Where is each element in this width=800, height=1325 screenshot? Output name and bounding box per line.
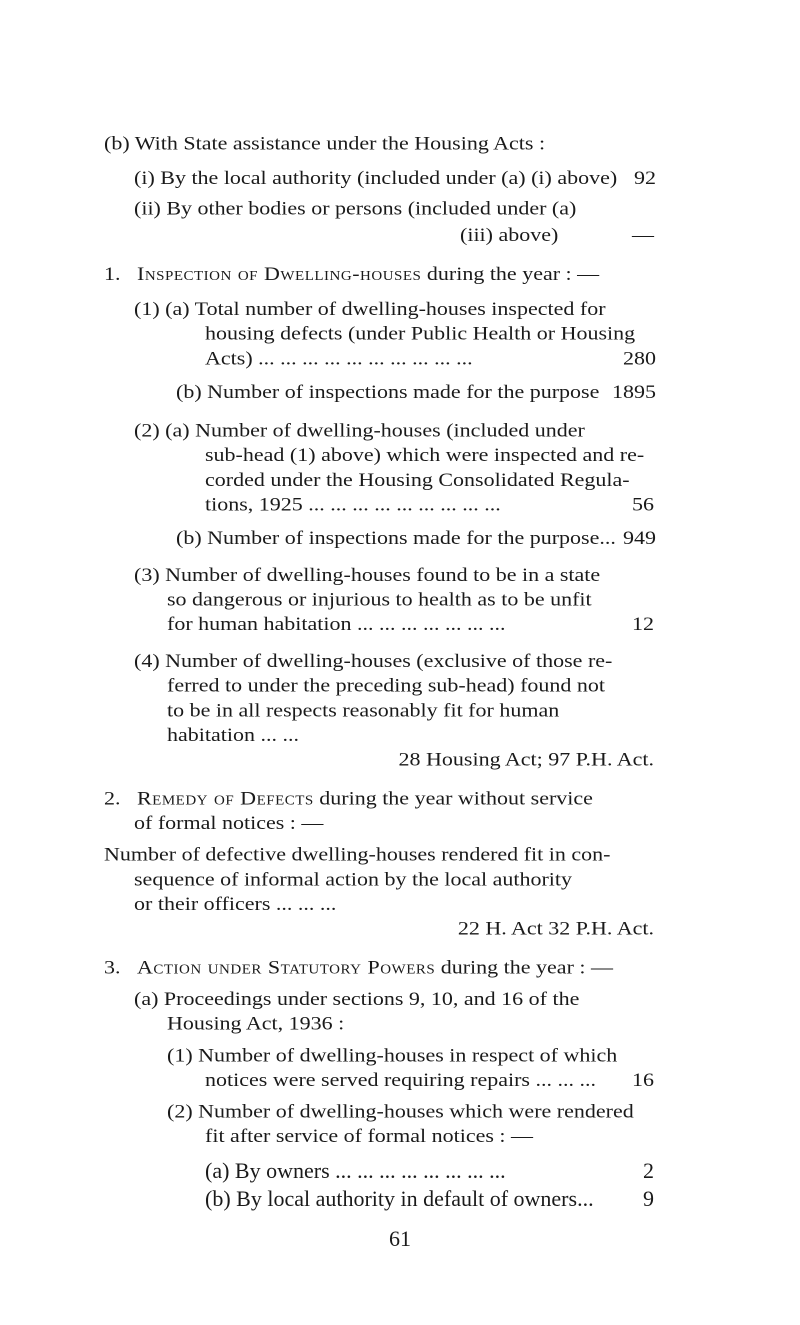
s1-p4-line4: habitation ... ... [167, 723, 299, 746]
b-ii-line1: (ii) By other bodies or persons (included under (a) [134, 197, 577, 220]
b-ii-line2: (iii) above) [460, 223, 559, 246]
s3-local-text: (b) By local authority in default of owners... [205, 1186, 594, 1211]
b-heading: (b) With State assistance under the Housing Acts : [104, 132, 546, 154]
section-1-number: 1. [104, 262, 121, 285]
s1-a1-line1: (1) (a) Total number of dwelling-houses inspected for [134, 297, 606, 320]
b-i-text: (i) By the local authority (included under (a) (i) above) [134, 166, 618, 189]
s3-p2-line1: (2) Number of dwelling-houses which were rendered [167, 1100, 634, 1122]
page-number: 61 [389, 1226, 411, 1251]
b-i-value: 92 [634, 166, 656, 189]
section-3-title: Action under Statutory Powers [137, 955, 436, 978]
s1-p3-line3: for human habitation ... ... ... ... ... ... ... [167, 612, 506, 635]
s1-b1-text: (b) Number of inspections made for the purpose [176, 380, 600, 403]
s1-a1-line3: Acts) ... ... ... ... ... ... ... ... ... ... [205, 346, 473, 369]
s1-p3-value: 12 [632, 612, 654, 635]
s1-b1-value: 1895 [612, 380, 656, 403]
section-2-number: 2. [104, 786, 121, 809]
s3-p2-line2: fit after service of formal notices : — [205, 1124, 534, 1147]
s1-a2-line4: tions, 1925 ... ... ... ... ... ... ... ... ... [205, 492, 501, 515]
s1-b2-value: 949 [623, 526, 656, 549]
s1-a2-value: 56 [632, 492, 654, 515]
s2-line4: sequence of informal action by the local authority [134, 867, 573, 890]
s1-p3-line1: (3) Number of dwelling-houses found to be in a state [134, 563, 601, 586]
s2-line6: 22 H. Act 32 P.H. Act. [457, 916, 654, 939]
s3-a-line2: Housing Act, 1936 : [167, 1012, 345, 1034]
s3-p1-line1: (1) Number of dwelling-houses in respect of which [167, 1043, 618, 1066]
s1-b2-text: (b) Number of inspections made for the purpose... [176, 526, 616, 549]
s3-local-value: 9 [643, 1186, 654, 1211]
section-3-number: 3. [104, 955, 121, 978]
s1-a2-line1: (2) (a) Number of dwelling-houses (included under [134, 418, 585, 441]
s1-a1-value: 280 [623, 346, 656, 369]
s1-a2-line2: sub-head (1) above) which were inspected and re- [205, 443, 645, 466]
s3-p1-line2: notices were served requiring repairs ... ... ... [205, 1068, 596, 1091]
s1-a1-line2: housing defects (under Public Health or Housing [205, 322, 636, 345]
section-2-title-rest: during the year without service [319, 786, 593, 809]
s2-line2: of formal notices : — [134, 811, 324, 834]
s1-p4-line3: to be in all respects reasonably fit for human [167, 698, 560, 721]
s1-p4-line5: 28 Housing Act; 97 P.H. Act. [398, 748, 654, 770]
section-1-title-rest: during the year : — [426, 262, 600, 285]
s2-line3: Number of defective dwelling-houses rendered fit in con- [104, 843, 611, 866]
s3-p1-value: 16 [632, 1068, 654, 1091]
s3-owners-text: (a) By owners ... ... ... ... ... ... ... ... [205, 1158, 506, 1183]
s2-line5: or their officers ... ... ... [134, 892, 337, 915]
s1-p4-line2: ferred to under the preceding sub-head) found not [167, 674, 606, 697]
s1-a2-line3: corded under the Housing Consolidated Regula- [205, 468, 630, 491]
s1-p3-line2: so dangerous or injurious to health as to be unfit [167, 587, 592, 610]
s1-p4-line1: (4) Number of dwelling-houses (exclusive of those re- [134, 649, 613, 672]
b-ii-value: — [632, 223, 654, 246]
section-1-title: Inspection of Dwelling-houses [137, 262, 422, 285]
section-3-title-rest: during the year : — [440, 955, 614, 978]
section-2-title: Remedy of Defects [137, 786, 314, 809]
s3-a-line1: (a) Proceedings under sections 9, 10, and 16 of the [134, 987, 580, 1010]
s3-owners-value: 2 [643, 1158, 654, 1183]
